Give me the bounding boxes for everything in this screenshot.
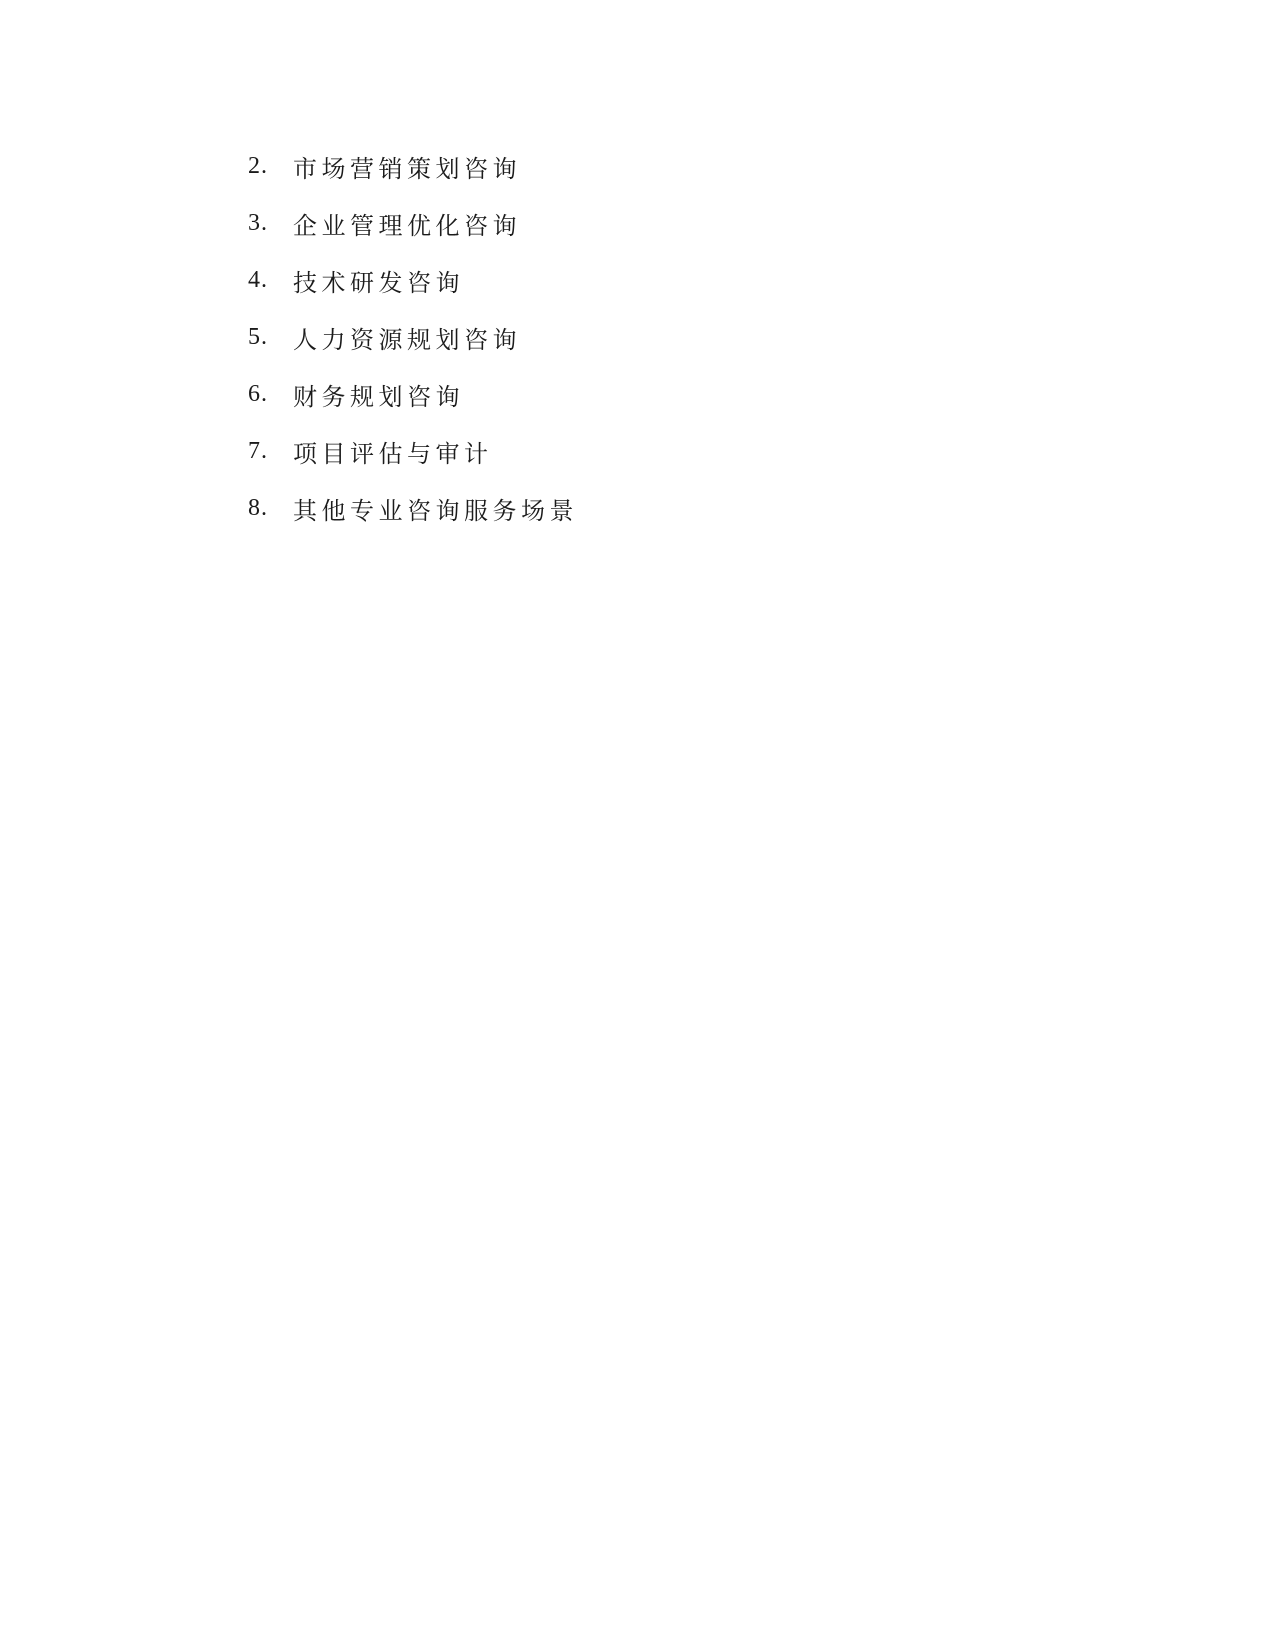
list-item-label: 人力资源规划咨询 <box>293 328 521 354</box>
list-item <box>248 423 578 480</box>
numbered-list <box>248 138 578 537</box>
list-item-label: 项目评估与审计 <box>293 442 493 468</box>
list-item-number: 5. <box>248 324 268 350</box>
list-item-number: 6. <box>248 381 268 407</box>
list-item <box>248 366 578 423</box>
list-item-label: 企业管理优化咨询 <box>293 214 521 240</box>
list-item <box>248 252 578 309</box>
list-item-label: 财务规划咨询 <box>293 385 464 411</box>
list-item <box>248 309 578 366</box>
list-item-number: 7. <box>248 438 268 464</box>
list-item-label: 市场营销策划咨询 <box>293 157 521 183</box>
list-item-number: 3. <box>248 210 268 236</box>
list-item <box>248 480 578 537</box>
list-item-number: 4. <box>248 267 268 293</box>
list-item <box>248 138 578 195</box>
list-item-number: 8. <box>248 495 268 521</box>
list-item-label: 技术研发咨询 <box>293 271 464 297</box>
list-item-label: 其他专业咨询服务场景 <box>293 499 578 525</box>
list-item-number: 2. <box>248 153 268 179</box>
list-item <box>248 195 578 252</box>
